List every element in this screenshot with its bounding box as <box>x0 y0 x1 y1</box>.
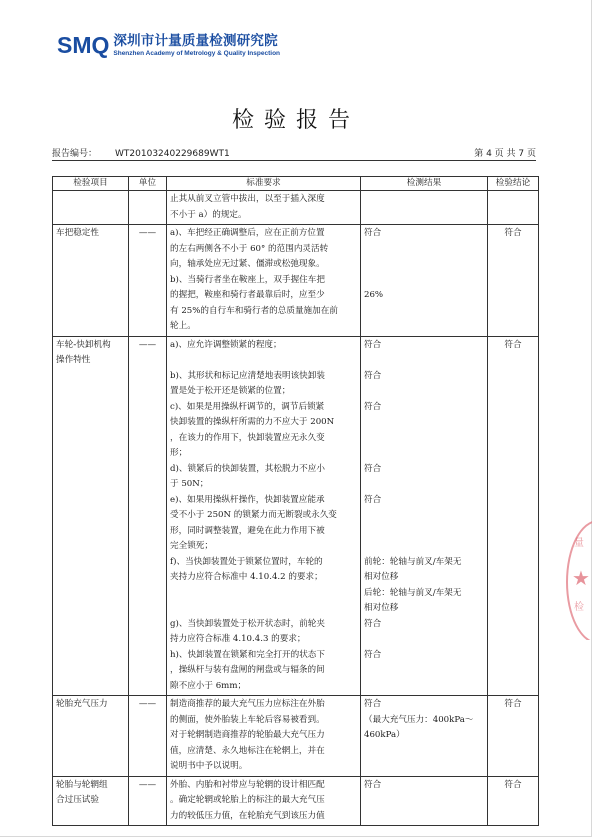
line-gap <box>170 353 357 369</box>
test-item-cell <box>53 225 129 337</box>
col-header-unit: 单位 <box>129 177 167 191</box>
requirement-cell-line: 制造商推荐的最大充气压力应标注在外胎 <box>170 699 325 709</box>
requirement-cell-line: ，在该力的作用下，快卸装置应无永久变 <box>170 432 325 443</box>
stamp-char: 检 <box>574 602 584 613</box>
line-gap <box>364 446 484 462</box>
requirement-cell-line: 形，同时调整装置，避免在此力作用下被 <box>170 525 325 536</box>
test-item-cell-line: 轮胎与轮辋组 <box>56 779 108 790</box>
requirement-cell <box>167 191 361 225</box>
table-row <box>53 225 539 337</box>
conclusion-cell: 符合 <box>488 696 539 777</box>
line-gap <box>364 477 484 493</box>
result-cell-line: 后轮：轮轴与前叉/车架无 <box>364 587 462 598</box>
requirement-cell-line: 对于轮辋制造商推荐的轮胎最大充气压力 <box>170 730 325 740</box>
result-cell-line: 符合 <box>364 339 382 350</box>
line-gap <box>364 508 484 524</box>
requirement-cell-line: 的左右两侧各不小于 60° 的范围内灵活转 <box>170 243 329 254</box>
test-item-cell <box>53 191 129 225</box>
line-gap <box>364 415 484 431</box>
unit-cell: —— <box>129 696 167 777</box>
line-gap <box>364 257 484 273</box>
org-name-en: Shenzhen Academy of Metrology & Quality Inspection <box>113 50 281 57</box>
table-header-row <box>53 177 539 191</box>
line-gap <box>364 384 484 400</box>
table-row <box>53 336 539 696</box>
report-number-label: 报告编号： <box>52 149 98 159</box>
test-item-cell <box>53 696 129 777</box>
requirement-cell-line: g)、当快卸装置处于松开状态时，前轮夹 <box>170 618 325 629</box>
header-rule <box>52 160 536 161</box>
result-cell <box>361 696 488 777</box>
report-table <box>52 176 539 826</box>
result-cell-line: 符合 <box>364 779 382 790</box>
requirement-cell-line: 夹持力应符合标准中 4.10.4.2 的要求； <box>170 572 323 582</box>
report-title: 检验报告 <box>231 108 360 133</box>
result-cell-line: 符合 <box>364 401 382 412</box>
result-cell <box>361 225 488 337</box>
line-gap <box>170 601 357 617</box>
conclusion-cell: 符合 <box>488 336 539 696</box>
inspection-stamp <box>566 520 592 640</box>
result-cell-line: 前轮：轮轴与前叉/车架无 <box>364 556 462 567</box>
page-info: 第 4 页 共 7 页 <box>474 149 536 159</box>
line-gap <box>364 632 484 648</box>
requirement-cell-line: 的握把，鞍座和骑行者最靠后时，应至少 <box>170 290 325 300</box>
report-number-group <box>52 146 230 159</box>
test-item-cell <box>53 776 129 826</box>
logo-text <box>113 34 280 58</box>
requirement-cell-line: 快卸装置的操纵杆所需的力不应大于 200N <box>170 417 335 427</box>
requirement-cell-line: 轮上。 <box>170 321 196 331</box>
result-cell-line: 相对位移 <box>364 603 399 613</box>
col-header-requirement: 标准要求 <box>167 177 361 191</box>
test-item-cell <box>53 336 129 696</box>
table-body <box>53 191 539 826</box>
requirement-cell-line: 置是处于松开还是锁紧的位置； <box>170 386 291 396</box>
requirement-cell-line: 力的较低压力值，在轮胎充气到该压力值 <box>170 810 325 821</box>
requirement-cell-line: ，操纵杆与装有盘闸的闸盘或与辐条的间 <box>170 665 325 675</box>
result-cell-line: 符合 <box>364 463 382 474</box>
result-cell-line: 相对位移 <box>364 572 399 582</box>
col-header-conclusion: 检验结论 <box>488 177 539 191</box>
requirement-cell-line: 隙不应小于 6mm； <box>170 680 247 691</box>
requirement-cell <box>167 225 361 337</box>
test-item-cell-line: 操作特性 <box>56 355 91 365</box>
requirement-cell <box>167 696 361 777</box>
table-row <box>53 696 539 777</box>
stamp-char: 量 <box>574 538 584 549</box>
result-cell-line: 符合 <box>364 494 382 505</box>
requirement-cell-line: 说明书中予以说明。 <box>170 761 248 771</box>
line-gap <box>364 524 484 540</box>
line-gap <box>364 353 484 369</box>
unit-cell: —— <box>129 336 167 696</box>
requirement-cell-line: a)、车把经正确调整后，应在正前方位置 <box>170 228 325 238</box>
result-cell <box>361 336 488 696</box>
result-cell-line: 符合 <box>364 699 382 709</box>
requirement-cell-line: 外胎、内胎和衬带应与轮辋的设计相匹配 <box>170 779 325 790</box>
star-icon: ★ <box>572 566 590 590</box>
requirement-cell-line: b)、其形状和标记应清楚地表明该快卸装 <box>170 370 325 381</box>
test-item-cell-line: 车把稳定性 <box>56 228 99 238</box>
requirement-cell-line: f)、当快卸装置处于锁紧位置时，车轮的 <box>170 556 323 567</box>
result-cell <box>361 776 488 826</box>
unit-cell: —— <box>129 776 167 826</box>
requirement-cell-line: d)、锁紧后的快卸装置，其松脱力不应小 <box>170 463 325 474</box>
requirement-cell-line: 受不小于 250N 的锁紧力而无断裂或永久变 <box>170 510 337 520</box>
line-gap <box>170 586 357 602</box>
requirement-cell <box>167 336 361 696</box>
requirement-cell-line: 向，轴承处应无过紧、僵滞或松弛现象。 <box>170 259 325 269</box>
unit-cell <box>129 191 167 225</box>
requirement-cell-line: h)、快卸装置在锁紧和完全打开的状态下 <box>170 649 325 660</box>
requirement-cell-line: 的侧面，使外胎装上车轮后容易被看到。 <box>170 714 325 725</box>
requirement-cell-line: 值，应清楚、永久地标注在轮辋上，并在 <box>170 745 325 756</box>
org-name-cn: 深圳市计量质量检测研究院 <box>113 33 278 49</box>
line-gap <box>364 431 484 447</box>
result-cell <box>361 191 488 225</box>
conclusion-cell: 符合 <box>488 776 539 826</box>
requirement-cell-line: c)、如果是用操纵杆调节的，调节后锁紧 <box>170 401 325 412</box>
requirement-cell-line: a)、应允许调整锁紧的程度； <box>170 339 282 350</box>
line-gap <box>364 242 484 258</box>
col-header-result: 检测结果 <box>361 177 488 191</box>
result-cell-line: 符合 <box>364 618 382 629</box>
test-item-cell-line: 车轮-快卸机构 <box>56 339 111 350</box>
line-gap <box>364 273 484 289</box>
requirement-cell-line: 持力应符合标准 4.10.4.3 的要求； <box>170 634 306 644</box>
table-row <box>53 191 539 225</box>
requirement-cell-line: 形； <box>170 448 188 458</box>
requirement-cell-line: 止其从前叉立管中拔出，以至于插入深度 <box>170 194 325 204</box>
result-cell-line: 460kPa） <box>364 730 405 740</box>
requirement-cell-line: 不小于 a）的规定。 <box>170 209 247 220</box>
report-number: WT20103240229689WT1 <box>115 149 230 159</box>
requirement-cell-line: 。确定轮辋或轮胎上的标注的最大充气压 <box>170 795 325 805</box>
org-logo <box>57 33 280 58</box>
result-cell-line: 符合 <box>364 649 382 660</box>
line-gap <box>364 539 484 555</box>
unit-cell: —— <box>129 225 167 337</box>
conclusion-cell <box>488 191 539 225</box>
requirement-cell-line: 有 25%的自行车和骑行者的总质量施加在前 <box>170 305 338 316</box>
requirement-cell-line: 于 50N； <box>170 479 209 489</box>
col-header-item: 检验项目 <box>53 177 129 191</box>
requirement-cell-line: b)、当骑行者坐在鞍座上，双手握住车把 <box>170 274 325 285</box>
table-row <box>53 776 539 826</box>
requirement-cell-line: e)、如果用操纵杆操作，快卸装置应能承 <box>170 494 325 505</box>
test-item-cell-line: 合过压试验 <box>56 795 99 805</box>
result-cell-line: （最大充气压力：400kPa～ <box>364 714 474 725</box>
result-cell-line: 26% <box>364 290 384 300</box>
requirement-cell-line: 完全锁死； <box>170 541 213 551</box>
requirement-cell <box>167 776 361 826</box>
conclusion-cell: 符合 <box>488 225 539 337</box>
logo-mark: SMQ <box>57 32 110 58</box>
result-cell-line: 符合 <box>364 228 382 238</box>
test-item-cell-line: 轮胎充气压力 <box>56 699 108 709</box>
result-cell-line: 符合 <box>364 370 382 381</box>
